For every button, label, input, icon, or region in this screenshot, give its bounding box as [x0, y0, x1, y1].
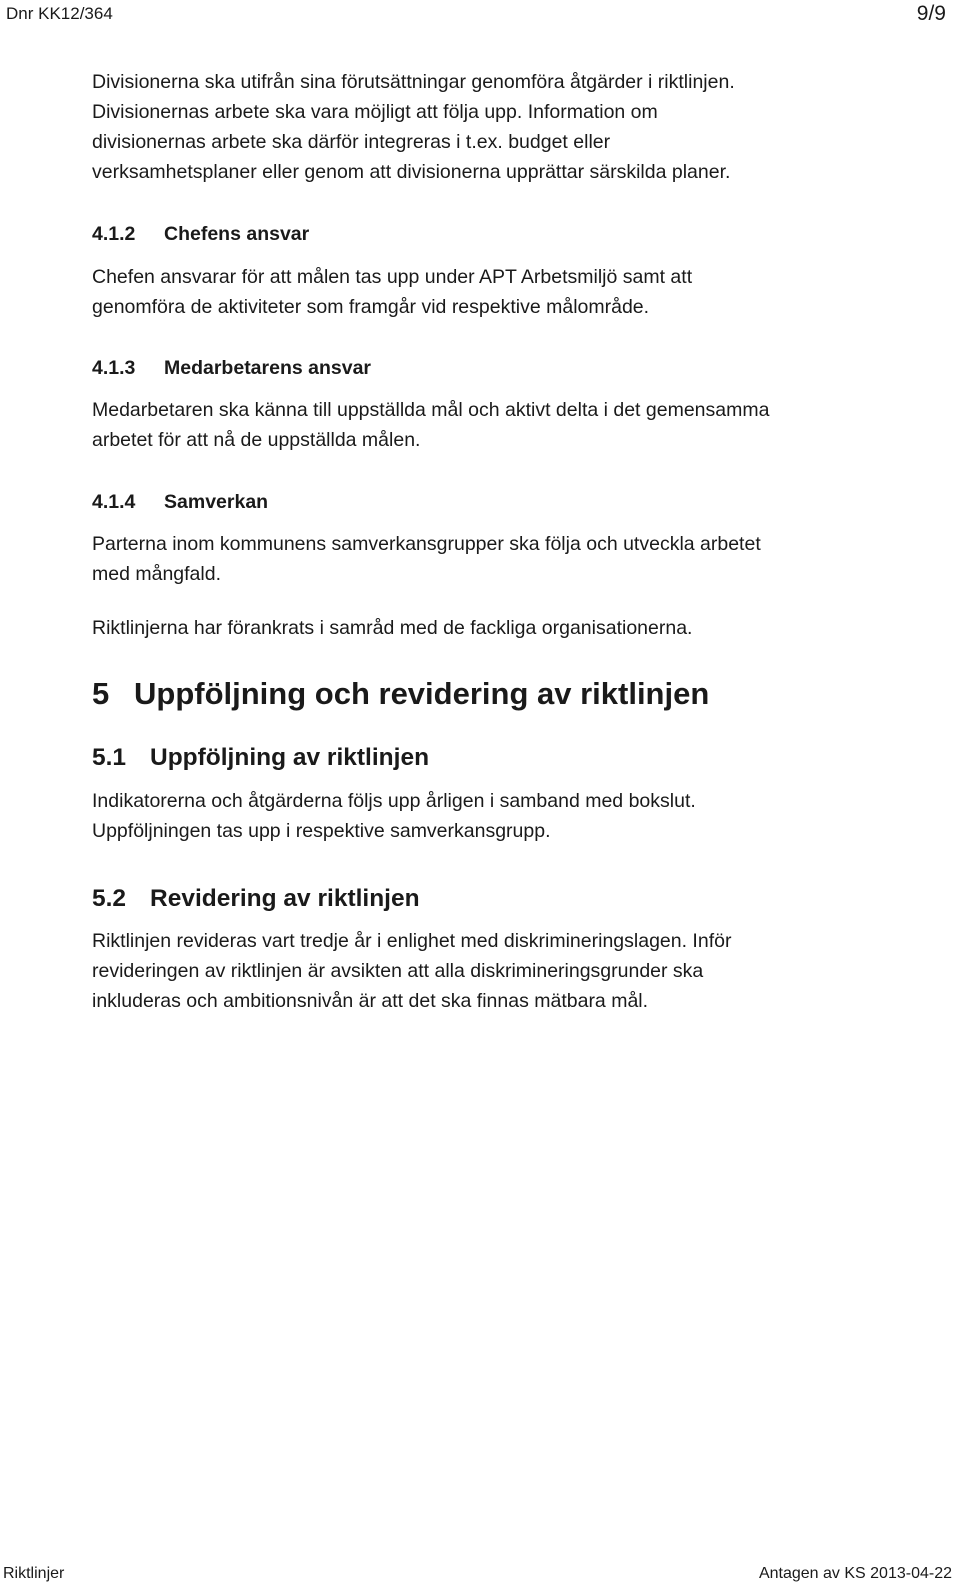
section-4-1-2-paragraph [92, 262, 692, 322]
section-title: Samverkan [164, 491, 269, 513]
section-title: Uppföljning av riktlinjen [150, 744, 430, 771]
text-line: Indikatorerna och åtgärderna följs upp årligen i samband med bokslut. [92, 790, 696, 812]
text-line: Riktlinjen revideras vart tredje år i enlighet med diskrimineringslagen. Inför [92, 930, 732, 952]
footer-adoption-date: Antagen av KS 2013-04-22 [758, 1565, 952, 1582]
text-line: Chefen ansvarar för att målen tas upp under APT Arbetsmiljö samt att [92, 266, 693, 288]
text-line: Medarbetaren ska känna till uppställda mål och aktivt delta i det gemensamma [92, 399, 770, 421]
text-line: Divisionerna ska utifrån sina förutsättningar genomföra åtgärder i riktlinjen. [92, 71, 735, 93]
footer-document-type: Riktlinjer [3, 1565, 65, 1582]
text-line: Uppföljningen tas upp i respektive samverkansgrupp. [92, 820, 551, 842]
section-number: 4.1.3 [92, 357, 136, 379]
section-4-1-3-paragraph [92, 395, 769, 455]
chapter-5-heading [92, 676, 709, 712]
section-5-2-heading [92, 885, 420, 913]
text-line: med mångfald. [92, 563, 221, 585]
section-number: 5.2 [92, 885, 127, 912]
section-number: 5.1 [92, 744, 127, 771]
section-number: 4.1.4 [92, 491, 136, 513]
section-number: 4.1.2 [92, 223, 136, 245]
section-4-1-4-note: Riktlinjerna har förankrats i samråd med de fackliga organisationerna. [92, 617, 693, 639]
intro-paragraph [92, 67, 735, 187]
chapter-number: 5 [92, 676, 110, 711]
section-5-2-paragraph [92, 926, 731, 1016]
section-5-1-heading [92, 744, 429, 772]
section-4-1-4-paragraph [92, 529, 761, 589]
text-line: genomföra de aktiviteter som framgår vid respektive målområde. [92, 296, 650, 318]
section-title: Medarbetarens ansvar [164, 357, 372, 379]
page-number: 9/9 [916, 2, 946, 25]
text-line: revideringen av riktlinjen är avsikten att alla diskrimineringsgrunder ska [92, 960, 704, 982]
section-title: Revidering av riktlinjen [150, 885, 420, 912]
section-4-1-2-heading [92, 223, 309, 246]
text-line: verksamhetsplaner eller genom att divisionerna upprättar särskilda planer. [92, 161, 731, 183]
section-5-1-paragraph [92, 786, 696, 846]
text-line: Parterna inom kommunens samverkansgrupper ska följa och utveckla arbetet [92, 533, 761, 555]
text-line: arbetet för att nå de uppställda målen. [92, 429, 421, 451]
text-line: divisionernas arbete ska därför integreras i t.ex. budget eller [92, 131, 611, 153]
document-number: Dnr KK12/364 [6, 4, 113, 23]
chapter-title: Uppföljning och revidering av riktlinjen [134, 676, 710, 711]
section-title: Chefens ansvar [164, 223, 310, 245]
text-line: Divisionernas arbete ska vara möjligt att följa upp. Information om [92, 101, 658, 123]
section-4-1-3-heading [92, 357, 371, 380]
section-4-1-4-heading [92, 491, 268, 514]
text-line: inkluderas och ambitionsnivån är att det ska finnas mätbara mål. [92, 990, 649, 1012]
